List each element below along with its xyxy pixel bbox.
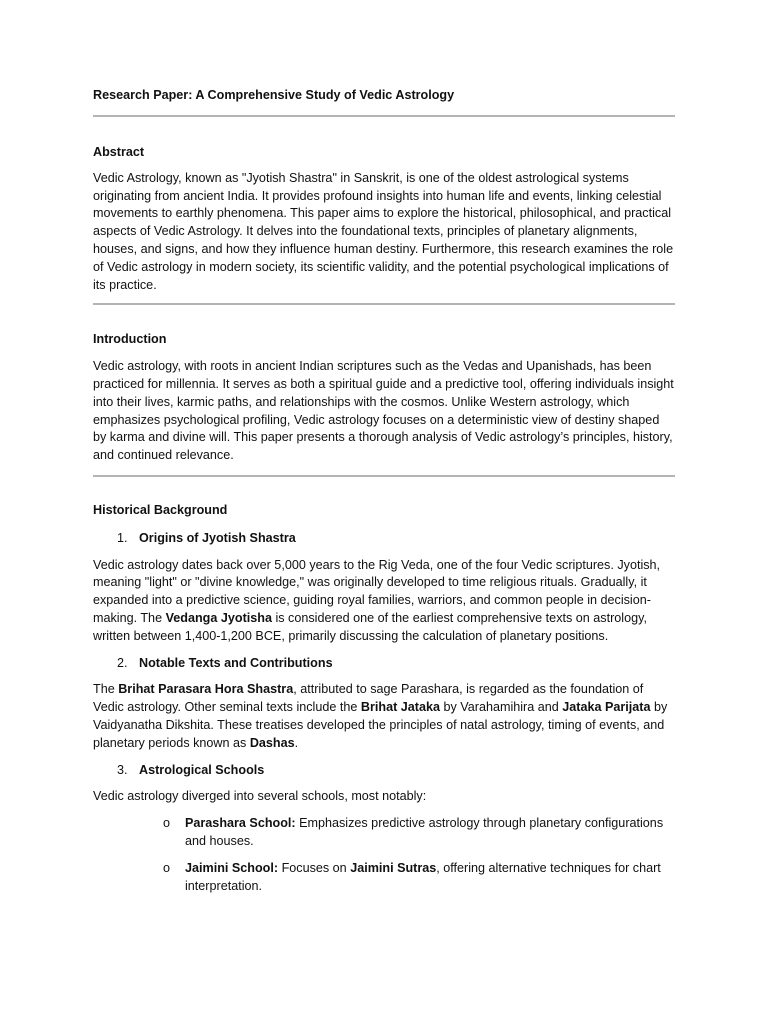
- paper-title: Research Paper: A Comprehensive Study of Vedic Astrology: [93, 88, 455, 102]
- bullet-circle-icon: o: [163, 860, 171, 875]
- introduction-text: Vedic astrology, with roots in ancient Indian scriptures such as the Vedas and Upanishads, has been practiced for millennia. It serves as both a spiritual guide and a predictive tool, offering individuals insight into their lives, karmic paths, and relationships with the cosmos. Unlike Western astrology, which emphasizes psychological profiling, Vedic astrology focuses on a deterministic view of destiny shaped by karma and divine will. This paper presents a thorough analysis of Vedic astrology’s principles, history, and continued relevance.: [93, 359, 674, 463]
- introduction-heading: Introduction: [93, 332, 167, 347]
- section-2-heading: [93, 655, 675, 673]
- bullet-circle-icon: o: [163, 816, 171, 831]
- section-number: 3.: [117, 762, 128, 777]
- list-item: o Parashara School: Emphasizes predictive astrology through planetary configurations and houses.: [93, 815, 675, 851]
- section-1-text: Vedic astrology dates back over 5,000 years to the Rig Veda, one of the four Vedic scriptures. Jyotish, meaning "light" or "divine knowledge," was originally developed to time religious rituals. Gradually, it expanded into a predictive science, guiding royal families, warriors, and common people in decision-making. The Vedanga Jyotisha is considered one of the earliest comprehensive texts on astrology, written between 1,400-1,200 BCE, primarily discussing the calculation of planetary positions.: [93, 557, 661, 643]
- section-2-text: The Brihat Parasara Hora Shastra, attributed to sage Parashara, is regarded as the foundation of Vedic astrology. Other seminal texts include the Brihat Jataka by Varahamihira and Jataka Parijata by Vaidyanatha Dikshita. These treatises developed the principles of natal astrology, timing of events, and planetary periods known as Dashas.: [93, 682, 668, 750]
- section-number: 1.: [117, 530, 128, 545]
- section-number: 2.: [117, 655, 128, 670]
- section-1-heading: [93, 530, 675, 548]
- abstract-heading: Abstract: [93, 145, 145, 159]
- section-title: Astrological Schools: [139, 762, 265, 777]
- section-title: Notable Texts and Contributions: [139, 655, 333, 670]
- abstract-text: Vedic Astrology, known as "Jyotish Shastra" in Sanskrit, is one of the oldest astrological systems originating from ancient India. It provides profound insights into human life and events, linking celestial movements to earthly phenomena. This paper aims to explore the historical, philosophical, and practical aspects of Vedic Astrology. It delves into the foundational texts, principles of planetary alignments, houses, and signs, and how they influence human destiny. Furthermore, this research examines the role of Vedic astrology in modern society, its scientific validity, and the potential psychological implications of its practice.: [93, 170, 674, 292]
- section-title: Origins of Jyotish Shastra: [139, 530, 296, 545]
- section-3-heading: [93, 762, 675, 780]
- document-body: [93, 87, 675, 895]
- history-heading: Historical Background: [93, 502, 228, 517]
- list-item: o Jaimini School: Focuses on Jaimini Sutras, offering alternative techniques for chart interpretation.: [93, 860, 675, 896]
- section-3-intro: Vedic astrology diverged into several schools, most notably:: [93, 789, 427, 804]
